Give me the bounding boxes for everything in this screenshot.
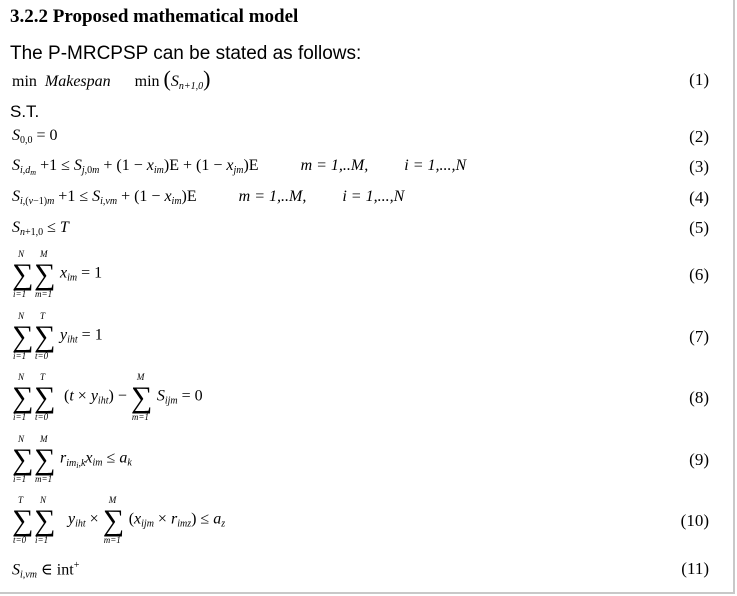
equation-number-6: (6) xyxy=(689,265,709,284)
equation-3: $S_{i,d_m} +1 \le S_{j,0m} + (1 - x_{im})E + (1 - x_{jm})E$ m = 1,..M, i = 1,...,N xyxy=(12,157,467,177)
equation-10: T ∑ t=0 N ∑ i=1 $y_{iht}$ × M ∑ m=1 $(x_{ijm} \times r_{imz}) \le a_z$ xyxy=(12,495,226,545)
equation-number-9: (9) xyxy=(689,450,709,469)
equation-number-11: (11) xyxy=(681,559,709,578)
equation-9: N ∑ i=1 M ∑ m=1 $r_{im_i,k}x_{im} \le a_k$ xyxy=(12,434,132,484)
equation-number-7: (7) xyxy=(689,327,709,346)
equation-number-1: (1) xyxy=(689,70,709,89)
equation-number-8: (8) xyxy=(689,388,709,407)
equation-number-2: (2) xyxy=(689,127,709,146)
equation-number-10: (10) xyxy=(680,511,709,530)
equation-8: N ∑ i=1 T ∑ t=0 $(t \times y_{iht})$ − M ∑ m=1 $S_{ijm} = 0$ xyxy=(12,372,203,422)
equation-7: N ∑ i=1 T ∑ t=0 $y_{iht} = 1$ xyxy=(12,311,103,361)
subject-to-label: S.T. xyxy=(10,102,40,121)
equation-number-5: (5) xyxy=(689,218,709,237)
section-heading: 3.2.2 Proposed mathematical model xyxy=(10,6,299,27)
equation-4: $S_{i,(v-1)m} +1 \le S_{i,vm} + (1 - x_{im})E$ m = 1,..M, i = 1,...,N xyxy=(12,188,405,207)
intro-text: The P-MRCPSP can be stated as follows: xyxy=(10,43,362,64)
equation-number-3: (3) xyxy=(689,157,709,176)
equation-number-4: (4) xyxy=(689,188,709,207)
equation-6: N ∑ i=1 M ∑ m=1 $x_{im} = 1$ xyxy=(12,249,103,299)
objective-function: min Makespan $\min (S_{n+1,0})$ xyxy=(12,66,211,92)
equation-2: $S_{0,0} = 0$ xyxy=(12,127,58,146)
equation-11: $S_{i,vm}$ ∈ int+ xyxy=(12,560,80,581)
equation-5: $S_{n+1,0} \le T$ xyxy=(12,219,69,238)
